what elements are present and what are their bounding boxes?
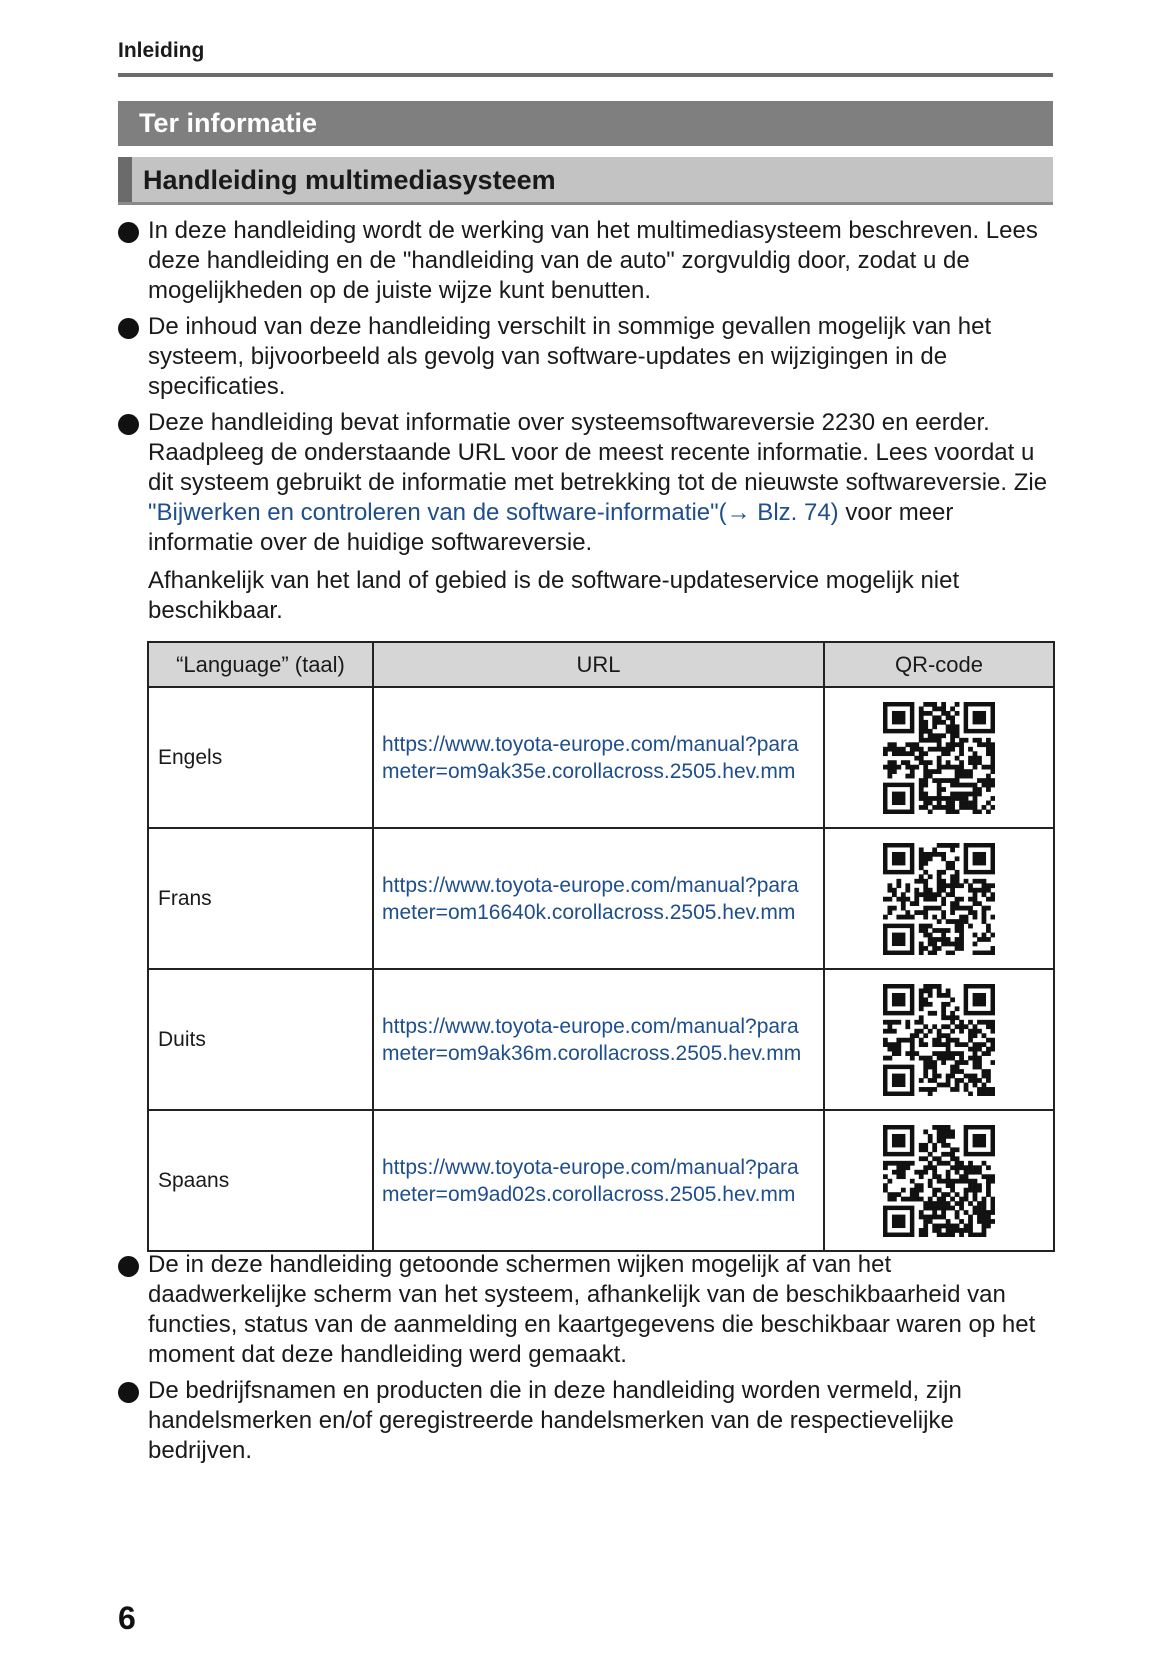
subsection-title: Handleiding multimediasysteem <box>143 165 556 195</box>
language-cell: Spaans <box>148 1110 373 1251</box>
subsection-accent <box>118 157 132 202</box>
bullet-dot-icon <box>118 1256 139 1277</box>
qr-code-icon[interactable] <box>883 984 995 1096</box>
bullet-text: De bedrijfsnamen en producten die in deze handleiding worden vermeld, zijn handelsmerken en/of geregistreerde handelsmerken van de respectievelijke bedrijven. <box>148 1377 962 1464</box>
table-row <box>148 828 1054 969</box>
bullet-text: In deze handleiding wordt de werking van het multimediasysteem beschreven. Lees deze handleiding en de "handleiding van de auto" zorgvuldig door, zodat u de mogelijkheden op de juiste wijze kunt benutten. <box>148 217 1038 304</box>
manual-url-table <box>147 641 1055 1252</box>
bullet-dot-icon <box>118 318 139 339</box>
bullet-text-outro: voor meer informatie over de huidige softwareversie. <box>148 499 954 556</box>
qr-cell <box>824 1110 1054 1251</box>
bullet-dot-icon <box>118 1382 139 1403</box>
bullet-text-intro: Deze handleiding bevat informatie over systeemsoftwareversie 2230 en eerder. Raadpleeg de onderstaande URL voor de meest recente informatie. Lees voordat u dit systeem gebruikt de informatie met betrekking tot de nieuwste softwareversie. Zie <box>148 409 1048 496</box>
bullet-text: De inhoud van deze handleiding verschilt in sommige gevallen mogelijk van het systeem, bijvoorbeeld als gevolg van software-updates en wijzigingen in de specificaties. <box>148 313 992 400</box>
bullet-item <box>118 312 1053 402</box>
manual-url-link[interactable]: https://www.toyota-europe.com/manual?parameter=om9ak36m.corollacross.2505.hev.mm <box>373 969 824 1110</box>
section-heading-bar <box>118 101 1053 146</box>
bullet-text <box>148 408 1053 558</box>
section-title: Ter informatie <box>139 108 318 138</box>
chapter-label: Inleiding <box>118 39 205 62</box>
page-number: 6 <box>118 1600 136 1636</box>
qr-cell <box>824 687 1054 828</box>
manual-url-link[interactable]: https://www.toyota-europe.com/manual?parameter=om16640k.corollacross.2505.hev.mm <box>373 828 824 969</box>
language-cell: Engels <box>148 687 373 828</box>
column-header-url: URL <box>373 642 824 687</box>
bullet-dot-icon <box>118 222 139 243</box>
manual-url-link[interactable]: https://www.toyota-europe.com/manual?parameter=om9ad02s.corollacross.2505.hev.mm <box>373 1110 824 1251</box>
bullet-dot-icon <box>118 414 139 435</box>
table-row <box>148 969 1054 1110</box>
table-header-row <box>148 642 1054 687</box>
qr-code-icon[interactable] <box>883 702 995 814</box>
table-row <box>148 1110 1054 1251</box>
bullet-item <box>118 1376 1053 1466</box>
qr-cell <box>824 828 1054 969</box>
bullet-text: De in deze handleiding getoonde schermen wijken mogelijk af van het daadwerkelijke scherm van het systeem, afhankelijk van de beschikbaarheid van functies, status van de aanmelding en kaartgegevens die beschikbaar waren op het moment dat deze handleiding werd gemaakt. <box>148 1251 1036 1368</box>
manual-url-link[interactable]: https://www.toyota-europe.com/manual?parameter=om9ak35e.corollacross.2505.hev.mm <box>373 687 824 828</box>
qr-cell <box>824 969 1054 1110</box>
column-header-qr: QR-code <box>824 642 1054 687</box>
language-cell: Duits <box>148 969 373 1110</box>
qr-code-icon[interactable] <box>883 843 995 955</box>
software-info-link[interactable]: "Bijwerken en controleren van de software-informatie"(→ Blz. 74) <box>148 499 839 526</box>
availability-note: Afhankelijk van het land of gebied is de software-updateservice mogelijk niet beschikbaar. <box>148 567 960 624</box>
column-header-language: “Language” (taal) <box>148 642 373 687</box>
language-cell: Frans <box>148 828 373 969</box>
qr-code-icon[interactable] <box>883 1125 995 1237</box>
table-row <box>148 687 1054 828</box>
bullet-item <box>118 216 1053 306</box>
header-divider <box>118 73 1053 77</box>
bullet-item <box>118 408 1053 558</box>
subsection-heading-bar <box>118 157 1053 205</box>
bullet-item <box>118 1250 1053 1370</box>
